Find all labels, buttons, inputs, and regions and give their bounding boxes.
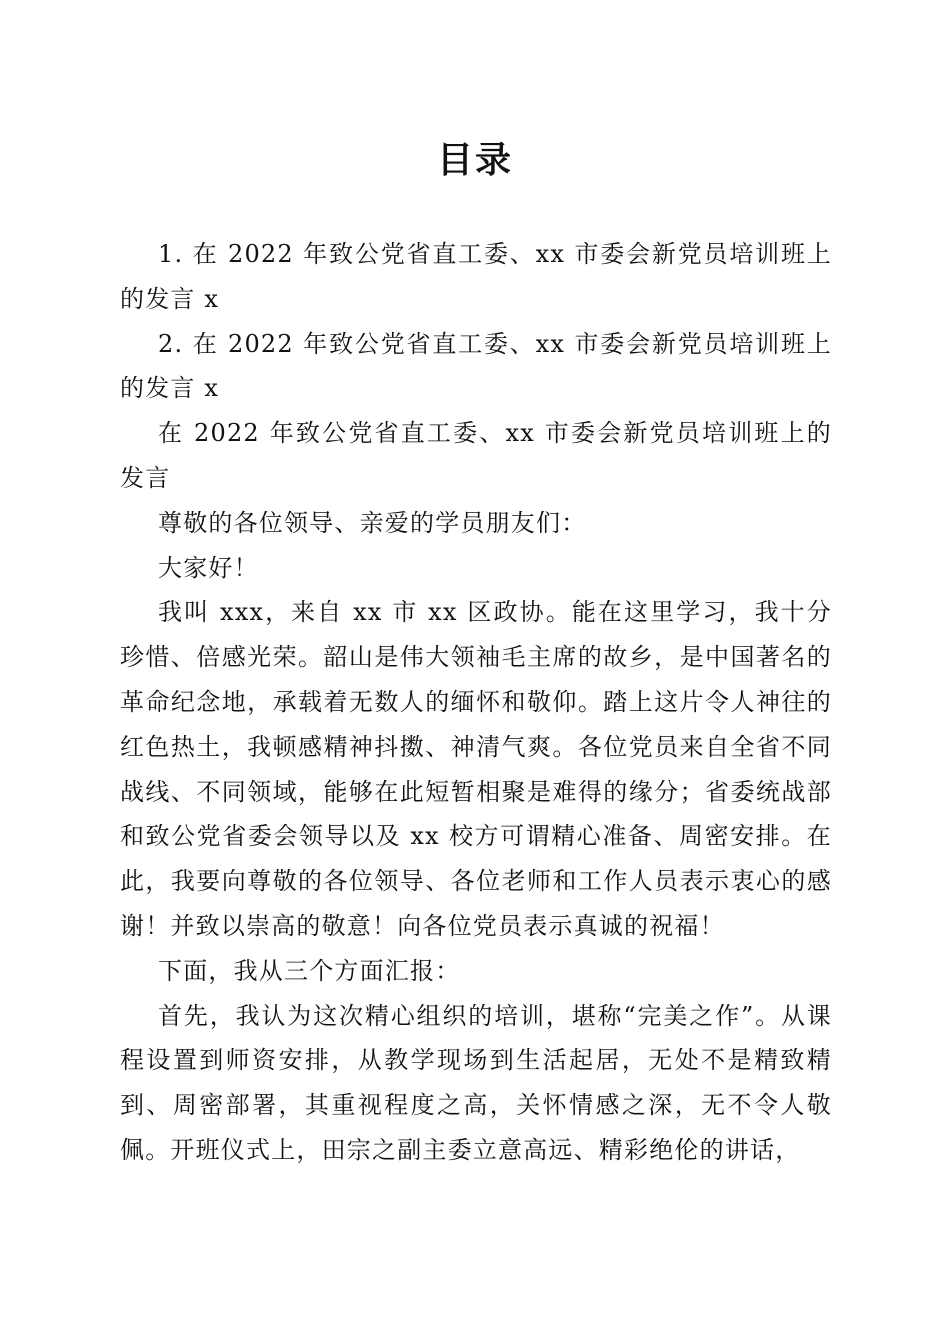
greeting: 大家好！	[158, 553, 259, 582]
body-paragraph: 首先，我认为这次精心组织的培训，堪称“完美之作”。从课程设置到师资安排，从教学现场到生活起居，无处不是精致精到、周密部署，其重视程度之高，关怀情感之深，无不令人敬佩。开班仪式上，田宗之副主委立意高远、精彩绝伦的讲话，	[120, 1001, 832, 1164]
toc-item-2: 2. 在 2022 年致公党省直工委、xx 市委会新党员培训班上的发言 x	[120, 329, 832, 403]
speech-title: 在 2022 年致公党省直工委、xx 市委会新党员培训班上的发言	[120, 419, 832, 492]
salutation: 尊敬的各位领导、亲爱的学员朋友们：	[158, 508, 587, 537]
body-paragraph: 下面，我从三个方面汇报：	[158, 956, 461, 985]
body-paragraph: 我叫 xxx，来自 xx 市 xx 区政协。能在这里学习，我十分珍惜、倍感光荣。韶山是伟大领袖毛主席的故乡，是中国著名的革命纪念地，承载着无数人的缅怀和敬仰。踏上这片令人神往的红色热土，我顿感精神抖擞、神清气爽。各位党员来自全省不同战线、不同领域，能够在此短暂相聚是难得的缘分；省委统战部和致公党省委会领导以及 xx 校方可谓精心准备、周密安排。在此，我要向尊敬的各位领导、各位老师和工作人员表示衷心的感谢！并致以崇高的敬意！向各位党员表示真诚的祝福！	[120, 598, 832, 940]
document-body	[120, 232, 832, 1173]
toc-item-1: 1. 在 2022 年致公党省直工委、xx 市委会新党员培训班上的发言 x	[120, 240, 832, 313]
page-title: 目录	[436, 139, 513, 181]
